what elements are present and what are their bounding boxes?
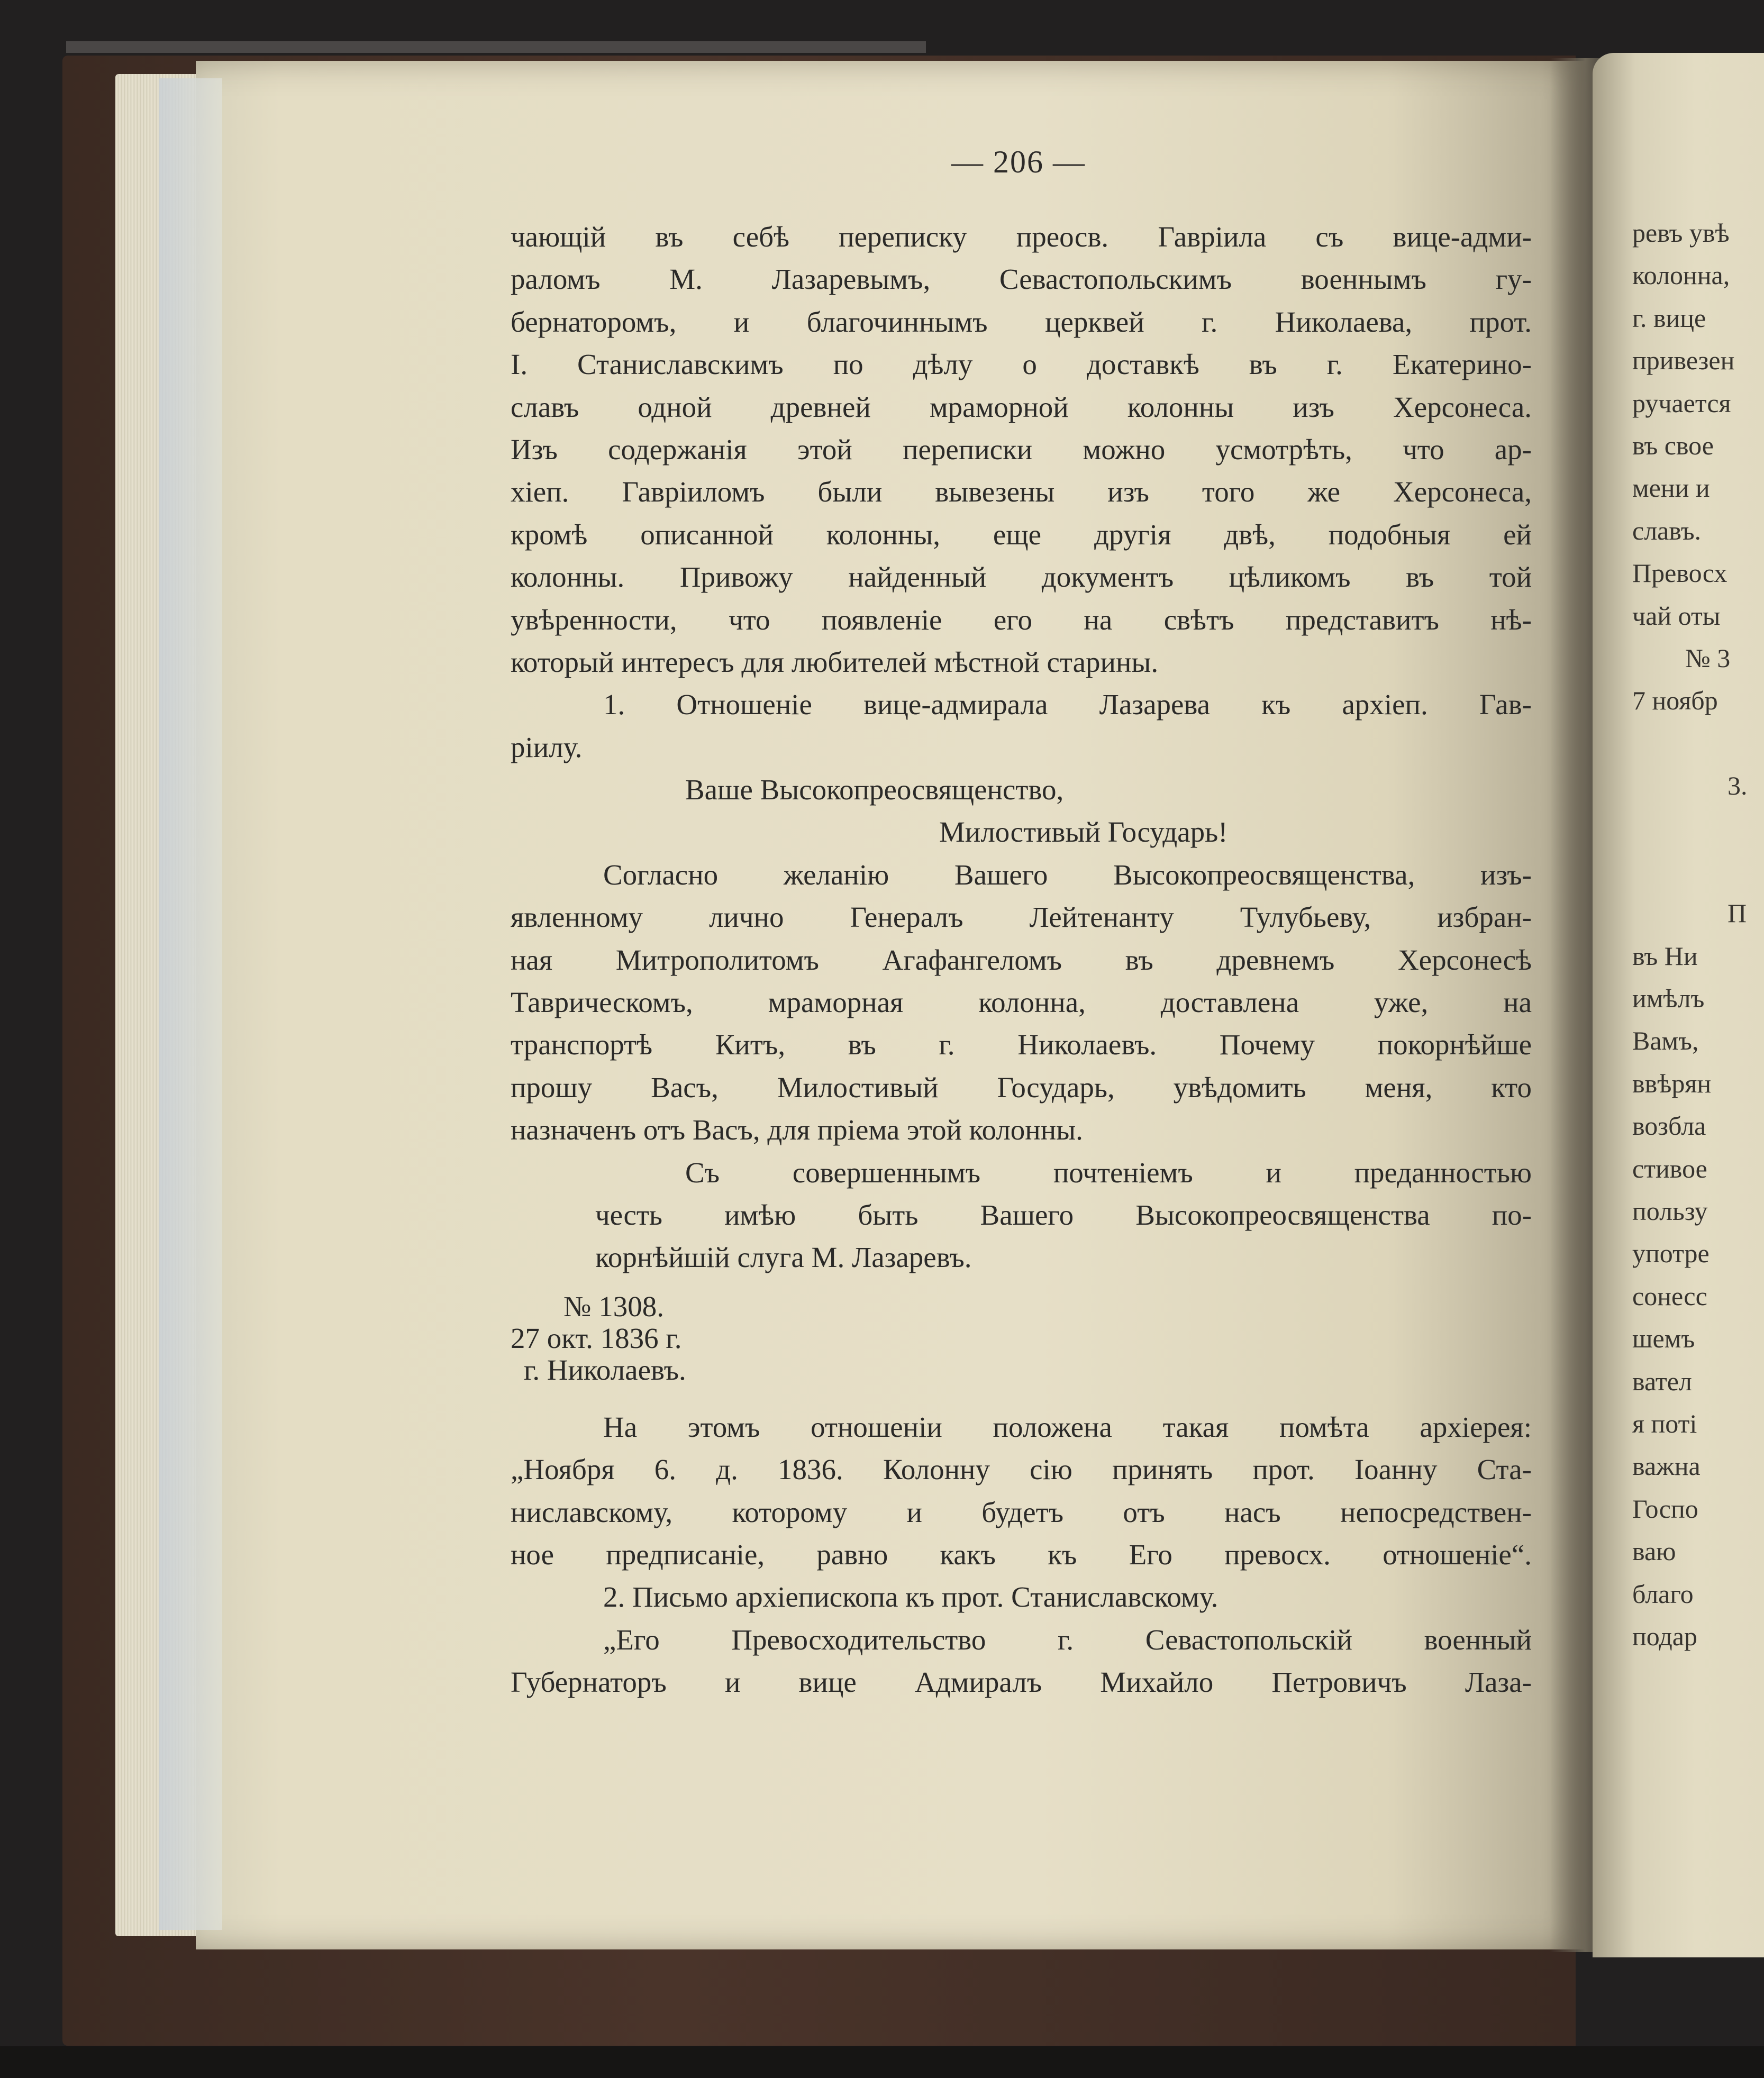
text-line: І. Станиславскимъ по дѣлу о доставкѣ въ г. Екатерино- bbox=[511, 348, 1532, 381]
right-text-line: ручается bbox=[1632, 388, 1731, 418]
text-line: На этомъ отношеніи положена такая помѣта архіерея: bbox=[603, 1410, 1532, 1443]
right-text-line: 3. bbox=[1727, 771, 1748, 801]
right-text-line: въ Ни bbox=[1632, 941, 1698, 971]
letter-body-line: явленному лично Генералъ Лейтенанту Тулубьеву, избран- bbox=[511, 901, 1532, 934]
right-text-line: подар bbox=[1632, 1621, 1697, 1651]
right-text-line: я поті bbox=[1632, 1408, 1697, 1438]
right-text-line: славъ. bbox=[1632, 515, 1702, 545]
right-text-line: ревъ увѣ bbox=[1632, 218, 1730, 248]
letter-date: 27 окт. 1836 г. bbox=[511, 1321, 682, 1354]
right-text-line: Госпо bbox=[1632, 1493, 1698, 1524]
text-line: „Его Превосходительство г. Севастопольскій военный bbox=[603, 1623, 1532, 1656]
right-text-line: Вамъ, bbox=[1632, 1026, 1699, 1056]
letter-body-line: Таврическомъ, мраморная колонна, доставлена уже, на bbox=[511, 986, 1532, 1019]
scanner-top-strip bbox=[66, 41, 926, 53]
text-line: кромѣ описанной колонны, еще другія двѣ, подобныя ей bbox=[511, 518, 1532, 551]
text-line: ное предписаніе, равно какъ къ Его превосх. отношеніе“. bbox=[511, 1538, 1532, 1571]
right-text-line: Превосх bbox=[1632, 558, 1727, 588]
right-text-line: шемъ bbox=[1632, 1324, 1695, 1354]
right-text-line: возбла bbox=[1632, 1111, 1706, 1141]
right-text-line: употре bbox=[1632, 1238, 1710, 1269]
text-line: чающій въ себѣ переписку преосв. Гавріила съ вице-адми- bbox=[511, 221, 1532, 253]
text-line: Губернаторъ и вице Адмиралъ Михайло Петровичъ Лаза- bbox=[511, 1666, 1532, 1699]
text-line: хіеп. Гавріиломъ были вывезены изъ того же Херсонеса, bbox=[511, 476, 1532, 508]
text-line: „Ноября 6. д. 1836. Колонну сію принять прот. Іоанну Ста- bbox=[511, 1453, 1532, 1486]
left-page-text bbox=[511, 216, 1532, 1704]
letter-body-line: транспортѣ Китъ, въ г. Николаевъ. Почему покорнѣйше bbox=[511, 1028, 1532, 1061]
text-line: раломъ М. Лазаревымъ, Севастопольскимъ военнымъ гу- bbox=[511, 263, 1532, 296]
right-text-line: привезен bbox=[1632, 345, 1735, 376]
right-text-line: чай оты bbox=[1632, 600, 1721, 631]
letter-closing-line: честь имѣю быть Вашего Высокопреосвященства по- bbox=[595, 1198, 1532, 1231]
scanner-bottom-band bbox=[0, 2046, 1764, 2078]
page-edge-tint bbox=[159, 78, 222, 1930]
letter-body-line: ная Митрополитомъ Агафангеломъ въ древнемъ Херсонесѣ bbox=[511, 943, 1532, 976]
right-text-line: ввѣрян bbox=[1632, 1068, 1712, 1098]
right-text-line: важна bbox=[1632, 1451, 1701, 1481]
text-line: колонны. Привожу найденный документъ цѣликомъ въ той bbox=[511, 561, 1532, 594]
right-text-line: вател bbox=[1632, 1366, 1692, 1396]
right-text-line: г. вице bbox=[1632, 303, 1706, 333]
right-text-line bbox=[1632, 850, 1764, 892]
right-text-line: сонесс bbox=[1632, 1281, 1707, 1311]
letter-body-line: Согласно желанію Вашего Высокопреосвященства, изъ- bbox=[603, 858, 1532, 891]
text-line: который интересъ для любителей мѣстной старины. bbox=[511, 645, 1159, 678]
right-text-line: колонна, bbox=[1632, 260, 1730, 290]
right-text-line bbox=[1632, 722, 1764, 764]
right-text-line bbox=[1632, 807, 1764, 849]
right-text-line: № 3 bbox=[1685, 643, 1731, 673]
letter-salutation: Милостивый Государь! bbox=[939, 816, 1228, 849]
letter-heading: ріилу. bbox=[511, 731, 583, 763]
right-text-line: пользу bbox=[1632, 1196, 1708, 1226]
letter-body-line: назначенъ отъ Васъ, для пріема этой колонны. bbox=[511, 1114, 1083, 1146]
text-line: бернаторомъ, и благочиннымъ церквей г. Николаева, прот. bbox=[511, 305, 1532, 338]
letter-body-line: прошу Васъ, Милостивый Государь, увѣдомить меня, кто bbox=[511, 1071, 1532, 1104]
text-line: Изъ содержанія этой переписки можно усмотрѣть, что ар- bbox=[511, 433, 1532, 466]
right-text-line: мени и bbox=[1632, 473, 1710, 503]
letter-heading: 2. Письмо архіепископа къ прот. Станиславскому. bbox=[603, 1581, 1219, 1614]
letter-heading: 1. Отношеніе вице-адмирала Лазарева къ архіеп. Гав- bbox=[603, 688, 1532, 721]
text-line: ниславскому, которому и будетъ отъ насъ непосредствен- bbox=[511, 1496, 1532, 1528]
letter-number: № 1308. bbox=[563, 1290, 664, 1323]
right-text-line: ваю bbox=[1632, 1536, 1676, 1566]
right-text-line: благо bbox=[1632, 1579, 1694, 1609]
right-page-text bbox=[1632, 212, 1764, 1657]
letter-closing-line: Съ совершеннымъ почтеніемъ и преданностью bbox=[685, 1156, 1532, 1189]
right-text-line: стивое bbox=[1632, 1153, 1707, 1183]
right-text-line: П bbox=[1727, 898, 1747, 928]
letter-salutation: Ваше Высокопреосвященство, bbox=[685, 773, 1064, 806]
text-line: славъ одной древней мраморной колонны изъ Херсонеса. bbox=[511, 390, 1532, 423]
letter-closing-line: корнѣйшій слуга М. Лазаревъ. bbox=[595, 1241, 972, 1274]
right-text-line: 7 ноябр bbox=[1632, 686, 1718, 716]
text-line: увѣренности, что появленіе его на свѣтъ представитъ нѣ- bbox=[511, 603, 1532, 636]
page-number: — 206 — bbox=[951, 144, 1086, 179]
right-text-line: въ свое bbox=[1632, 430, 1714, 460]
right-text-line: имѣлъ bbox=[1632, 983, 1705, 1014]
letter-place: г. Николаевъ. bbox=[524, 1353, 686, 1386]
